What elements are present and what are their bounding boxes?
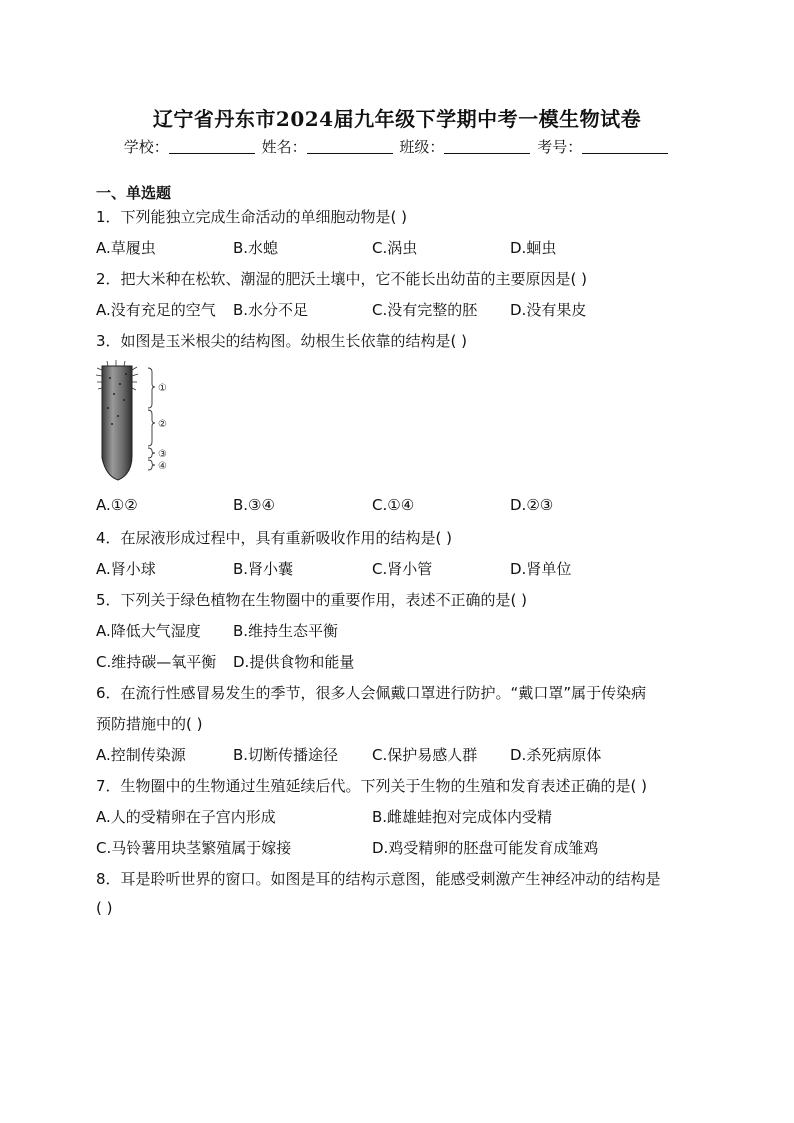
option-d[interactable]: D.肾单位 [510, 560, 572, 578]
option-a[interactable]: A.降低大气湿度 [96, 622, 201, 640]
class-label: 班级： [399, 138, 445, 156]
question-2-stem: 2．把大米种在松软、潮湿的肥沃土壤中，它不能长出幼苗的主要原因是( ) [96, 270, 588, 288]
option-a[interactable]: A.草履虫 [96, 239, 156, 257]
option-b[interactable]: B.③④ [233, 496, 275, 514]
option-a[interactable]: A.人的受精卵在子宫内形成 [96, 808, 276, 826]
option-b[interactable]: B.切断传播途径 [233, 746, 339, 764]
option-b[interactable]: B.水螅 [233, 239, 279, 257]
name-blank[interactable] [307, 139, 393, 154]
figure-label-2: ② [158, 419, 167, 430]
option-c[interactable]: C.保护易感人群 [372, 746, 478, 764]
question-6-stem-line2: 预防措施中的( ) [96, 715, 203, 733]
option-a[interactable]: A.没有充足的空气 [96, 301, 216, 319]
option-c[interactable]: C.肾小管 [372, 560, 433, 578]
question-6-stem-line1: 6．在流行性感冒易发生的季节，很多人会佩戴口罩进行防护。“戴口罩”属于传染病 [96, 684, 647, 702]
exam-number-label: 考号： [537, 138, 583, 156]
student-info-line [0, 136, 794, 157]
class-blank[interactable] [444, 139, 530, 154]
section-title: 一、单选题 [96, 184, 172, 202]
corn-root-tip-figure [96, 360, 186, 484]
question-4-stem: 4．在尿液形成过程中，具有重新吸收作用的结构是( ) [96, 529, 453, 547]
question-7-stem: 7．生物圈中的生物通过生殖延续后代。下列关于生物的生殖和发育表述正确的是( ) [96, 777, 648, 795]
school-blank[interactable] [169, 139, 255, 154]
figure-label-1: ① [158, 383, 167, 394]
question-8-stem-line1: 8．耳是聆听世界的窗口。如图是耳的结构示意图，能感受刺激产生神经冲动的结构是 [96, 870, 661, 888]
question-1-stem: 1．下列能独立完成生命活动的单细胞动物是( ) [96, 208, 408, 226]
option-d[interactable]: D.鸡受精卵的胚盘可能发育成雏鸡 [372, 839, 599, 857]
option-a[interactable]: A.控制传染源 [96, 746, 186, 764]
exam-number-blank[interactable] [582, 139, 668, 154]
option-c[interactable]: C.没有完整的胚 [372, 301, 478, 319]
option-c[interactable]: C.涡虫 [372, 239, 418, 257]
exam-title: 辽宁省丹东市2024届九年级下学期中考一模生物试卷 [152, 107, 642, 131]
option-c[interactable]: C.①④ [372, 496, 415, 514]
figure-label-4: ④ [158, 461, 167, 472]
question-8-stem-line2: ( ) [96, 899, 113, 917]
question-5-stem: 5．下列关于绿色植物在生物圈中的重要作用，表述不正确的是( ) [96, 591, 528, 609]
option-b[interactable]: B.水分不足 [233, 301, 309, 319]
option-b[interactable]: B.雌雄蛙抱对完成体内受精 [372, 808, 553, 826]
option-a[interactable]: A.①② [96, 496, 138, 514]
option-b[interactable]: B.肾小囊 [233, 560, 294, 578]
option-d[interactable]: D.杀死病原体 [510, 746, 602, 764]
option-c[interactable]: C.维持碳—氧平衡 [96, 653, 217, 671]
option-d[interactable]: D.没有果皮 [510, 301, 587, 319]
option-d[interactable]: D.蛔虫 [510, 239, 557, 257]
option-b[interactable]: B.维持生态平衡 [233, 622, 339, 640]
option-d[interactable]: D.提供食物和能量 [233, 653, 355, 671]
figure-label-3: ③ [158, 449, 167, 460]
name-label: 姓名： [261, 138, 307, 156]
option-a[interactable]: A.肾小球 [96, 560, 156, 578]
option-d[interactable]: D.②③ [510, 496, 554, 514]
option-c[interactable]: C.马铃薯用块茎繁殖属于嫁接 [96, 839, 292, 857]
school-label: 学校： [123, 138, 169, 156]
question-3-stem: 3．如图是玉米根尖的结构图。幼根生长依靠的结构是( ) [96, 332, 468, 350]
